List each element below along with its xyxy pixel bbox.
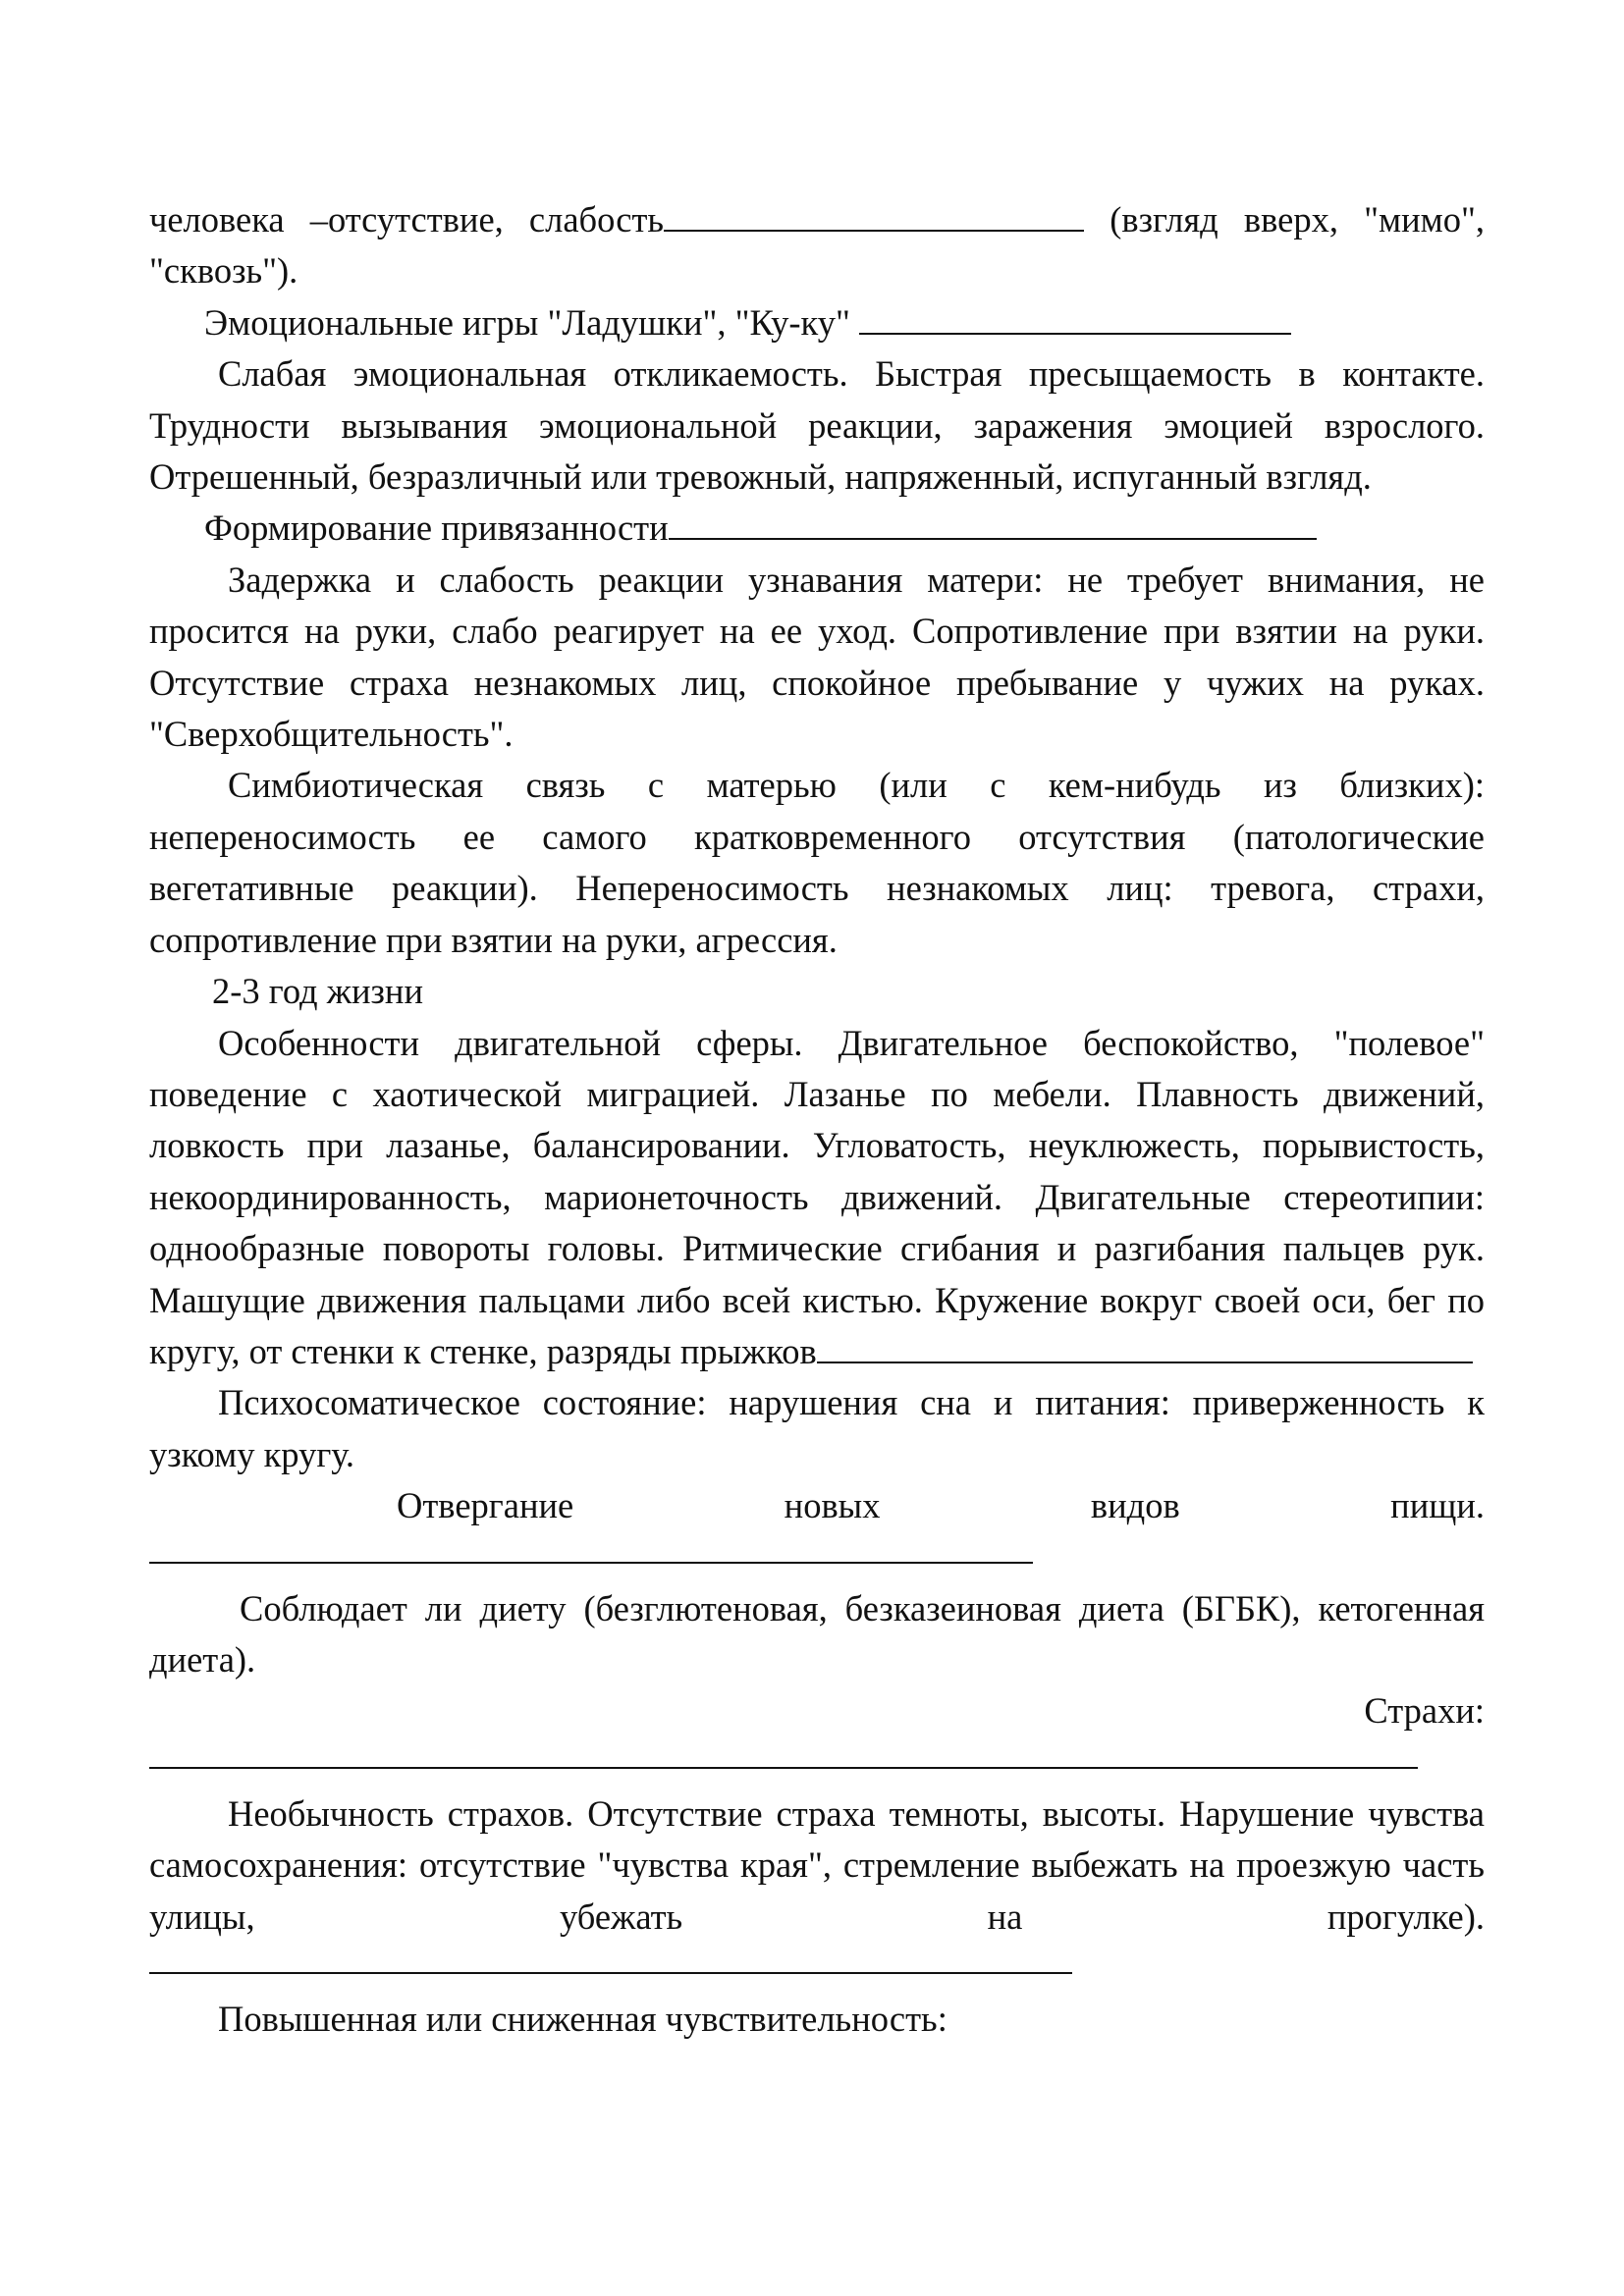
paragraph-attachment [149, 503, 1485, 554]
fill-in-line[interactable] [149, 1728, 1418, 1769]
paragraph-diet: Соблюдает ли диету (безглютеновая, безказеиновая диета (БГБК), кетогенная диета). [149, 1587, 1485, 1680]
fill-in-blank[interactable] [664, 201, 1084, 232]
fill-in-blank[interactable] [817, 1333, 1473, 1363]
paragraph-mother-recognition: Задержка и слабость реакции узнавания матери: не требует внимания, не просится на руки, слабо реагирует на ее уход. Сопротивление при взятии на руки. Отсутствие страха незнакомых лиц, спокойное пребывание у чужих на руках. "Сверхобщительность". [149, 559, 1485, 755]
paragraph-emotional-response: Слабая эмоциональная откликаемость. Быстрая пресыщаемость в контакте. Трудности вызывания эмоциональной реакции, заражения эмоцией взрослого. Отрешенный, безразличный или тревожный, напряженный, испуганный взгляд. [149, 353, 1485, 498]
gaze-text: человека –отсутствие, слабость [149, 199, 665, 240]
paragraph-motor-sphere [149, 1018, 1485, 1378]
fill-in-blank[interactable] [859, 304, 1291, 335]
fill-in-blank[interactable] [669, 509, 1317, 540]
paragraph-fears-label: Страхи: [1364, 1690, 1485, 1732]
paragraph-sensitivity: Повышенная или сниженная чувствительность: [218, 1999, 947, 2039]
paragraph-psychosomatic: Психосоматическое состояние: нарушения сна и питания: приверженность к узкому кругу. [149, 1382, 1485, 1474]
gaze-tail: (взгляд вверх, "мимо", "сквозь"). [149, 199, 1486, 292]
attachment-text: Формирование привязанности [204, 507, 669, 549]
paragraph-gaze [149, 194, 1485, 297]
paragraph-food-rejection: Отвергание новых видов пищи. [397, 1485, 1485, 1526]
paragraph-fears: Необычность страхов. Отсутствие страха темноты, высоты. Нарушение чувства самосохранения: отсутствие "чувства края", стремление выбежать на проезжую часть улицы, убежать на прогулке). [149, 1792, 1485, 1937]
paragraph-emotional-games [149, 297, 1485, 348]
document-page [149, 194, 1485, 2045]
paragraph-symbiotic-bond: Симбиотическая связь с матерью (или с кем-нибудь из близких): непереносимость ее самого кратковременного отсутствия (патологические вегетативные реакции). Непереносимость незнакомых лиц: тревога, страхи, сопротивление при взятии на руки, агрессия. [149, 765, 1485, 960]
section-heading-age: 2-3 год жизни [212, 971, 423, 1012]
motor-sphere-text: Особенности двигательной сферы. Двигательное беспокойство, "полевое" поведение с хаотической миграцией. Лазанье по мебели. Плавность движений, ловкость при лазанье, балансировании. Угловатость, неуклюжесть, порывистость, некоординированность, марионеточность движений. Двигательные стереотипии: однообразные повороты головы. Ритмические сгибания и разгибания пальцев рук. Машущие движения пальцами либо всей кистью. Кружение вокруг своей оси, бег по кругу, от стенки к стенке, разряды прыжков [149, 1022, 1485, 1371]
emotional-games-text: Эмоциональные игры "Ладушки", "Ку-ку" [204, 301, 860, 343]
